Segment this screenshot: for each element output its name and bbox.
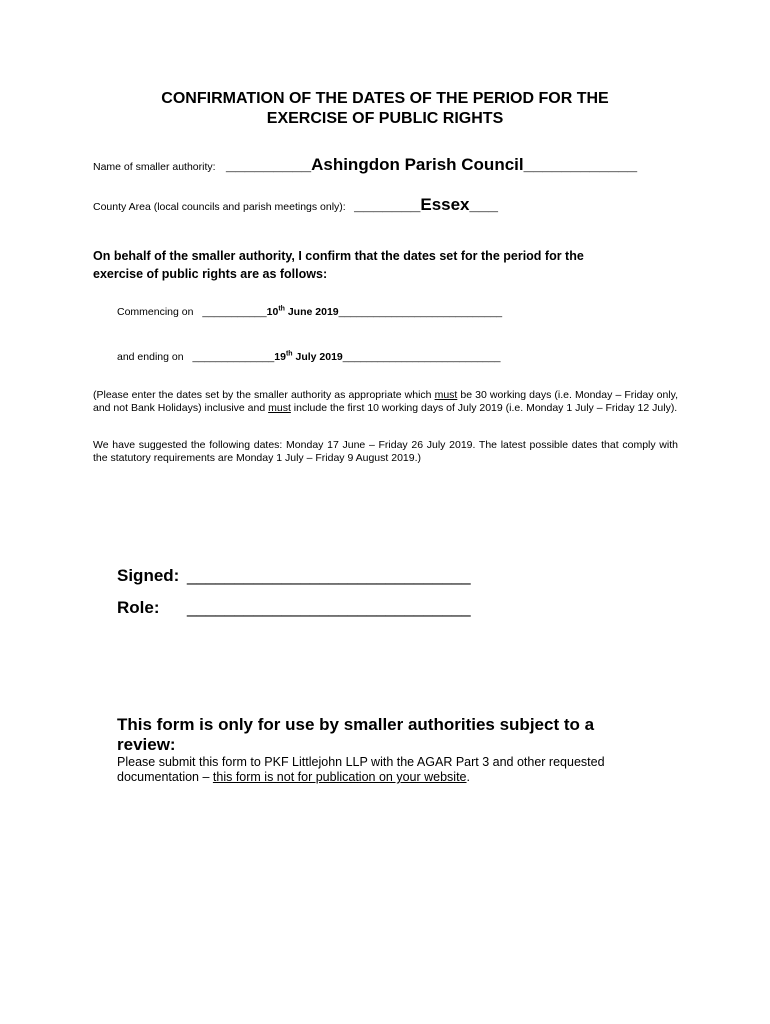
commencing-row (117, 306, 502, 318)
title-line-1: CONFIRMATION OF THE DATES OF THE PERIOD FOR THE (161, 90, 609, 107)
ending-label: and ending on (117, 351, 184, 363)
not-for-publication-notice: this form is not for publication on your website (212, 770, 467, 784)
role-field[interactable]: ______________________________ (187, 598, 471, 617)
note-part-1: (Please enter the dates set by the smaller authority as appropriate which (93, 389, 435, 401)
commencing-post-blank: ____________________________ (338, 306, 503, 318)
signed-field[interactable]: ______________________________ (187, 566, 471, 585)
authority-label: Name of smaller authority: (93, 161, 216, 173)
commencing-day: 10 (266, 306, 279, 318)
role-row (117, 598, 160, 618)
ending-date (274, 351, 343, 363)
note-part-3: include the first 10 working days of July 2019 (i.e. Monday 1 July – Friday 12 July). (290, 402, 678, 414)
authority-pre-blank: _________ (226, 155, 312, 174)
title-line-2: EXERCISE OF PUBLIC RIGHTS (266, 110, 504, 127)
ending-post-blank: ___________________________ (342, 351, 501, 363)
footer-heading (117, 715, 594, 755)
footer-body-line-1: Please submit this form to PKF Littlejohn LLP with the AGAR Part 3 and other requested (117, 755, 605, 769)
county-field[interactable] (354, 195, 498, 214)
commencing-field[interactable] (202, 306, 502, 318)
ending-month-year: July 2019 (292, 351, 343, 363)
ending-day: 19 (274, 351, 286, 363)
county-post-blank: ___ (469, 195, 498, 214)
ending-pre-blank: ______________ (192, 351, 275, 363)
authority-row (93, 155, 637, 175)
signed-row (117, 566, 179, 586)
commencing-date (267, 306, 339, 318)
role-label: Role: (117, 598, 160, 617)
confirmation-line-1: On behalf of the smaller authority, I confirm that the dates set for the period for the (93, 249, 584, 263)
footer-body-prefix: documentation – (117, 770, 213, 784)
footer-body (117, 755, 605, 785)
footer-heading-line-2: review: (117, 735, 176, 754)
county-row (93, 195, 498, 215)
note-must-1: must (434, 389, 458, 401)
signed-label: Signed: (117, 566, 180, 585)
footer-heading-line-1: This form is only for use by smaller authorities subject to a (117, 715, 595, 734)
dates-instruction-note (93, 389, 678, 415)
authority-post-blank: ____________ (523, 155, 638, 174)
county-value: Essex (420, 195, 470, 214)
commencing-label: Commencing on (117, 306, 194, 318)
confirmation-line-2: exercise of public rights are as follows: (93, 267, 328, 281)
confirmation-statement (93, 247, 584, 283)
note-must-2: must (268, 402, 291, 414)
ending-row (117, 351, 500, 363)
document-title (0, 89, 770, 129)
authority-value: Ashingdon Parish Council (311, 155, 524, 174)
footer-body-line-2 (117, 770, 605, 785)
commencing-pre-blank: ___________ (202, 306, 267, 318)
ending-field[interactable] (193, 351, 501, 363)
authority-field[interactable] (226, 155, 637, 174)
suggested-dates-note: We have suggested the following dates: Monday 17 June – Friday 26 July 2019. The latest possible dates that comply with the statutory requirements are Monday 1 July – Friday 9 August 2019.) (93, 439, 678, 464)
note-part-2: be 30 working days (i.e. Monday – Friday only, and not Bank Holidays) inclusive and (93, 389, 679, 414)
ending-day-suffix: th (285, 350, 293, 358)
commencing-month-year: June 2019 (284, 306, 339, 318)
commencing-day-suffix: th (278, 305, 285, 313)
footer-body-suffix: . (466, 770, 470, 784)
county-label: County Area (local councils and parish meetings only): (93, 201, 346, 213)
county-pre-blank: _______ (354, 195, 421, 214)
